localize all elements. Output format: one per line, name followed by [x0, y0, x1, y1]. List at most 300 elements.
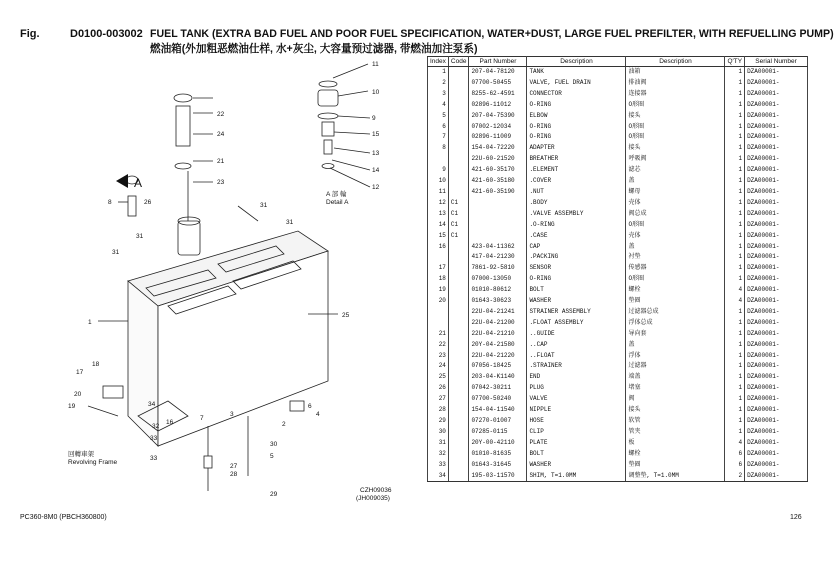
cell-part-number: [469, 209, 527, 220]
cell-index: 9: [428, 165, 449, 176]
cell-description: ADAPTER: [527, 143, 626, 154]
exploded-diagram: [58, 56, 428, 506]
cell-code: [448, 405, 469, 416]
cell-code: [448, 361, 469, 372]
callout: 2: [282, 421, 286, 428]
col-description: Description: [527, 57, 626, 67]
callout: 9: [372, 115, 376, 122]
cell-serial: DZA00001-: [745, 111, 808, 122]
cell-index: 28: [428, 405, 449, 416]
cell-serial: DZA00001-: [745, 187, 808, 198]
cell-index: 31: [428, 438, 449, 449]
table-row: [428, 372, 808, 383]
cell-serial: DZA00001-: [745, 340, 808, 351]
cell-qty: 1: [725, 89, 745, 100]
cell-index: 20: [428, 296, 449, 307]
callout: 31: [112, 249, 120, 256]
cell-index: 33: [428, 460, 449, 471]
table-row: [428, 176, 808, 187]
cell-index: 27: [428, 394, 449, 405]
cell-code: [448, 307, 469, 318]
cell-qty: 1: [725, 165, 745, 176]
cell-code: [448, 471, 469, 482]
col-serial: Serial Number: [745, 57, 808, 67]
cell-qty: 1: [725, 231, 745, 242]
cell-code: [448, 100, 469, 111]
cell-description-cn: 螺栓: [626, 285, 725, 296]
table-row: [428, 111, 808, 122]
table-row: [428, 187, 808, 198]
cell-serial: DZA00001-: [745, 252, 808, 263]
cell-code: [448, 122, 469, 133]
cell-description: ELBOW: [527, 111, 626, 122]
callout: 26: [144, 199, 152, 206]
cell-description-cn: 螺栓: [626, 449, 725, 460]
cell-description: ..FLOAT: [527, 351, 626, 362]
cell-qty: 1: [725, 143, 745, 154]
callout: 31: [286, 219, 294, 226]
cell-description: O-RING: [527, 132, 626, 143]
table-row: [428, 329, 808, 340]
callout: 14: [372, 167, 380, 174]
cell-index: 10: [428, 176, 449, 187]
cell-part-number: 421-60-35170: [469, 165, 527, 176]
cell-serial: DZA00001-: [745, 89, 808, 100]
cell-part-number: 01643-31645: [469, 460, 527, 471]
cell-index: 17: [428, 263, 449, 274]
cell-qty: 1: [725, 122, 745, 133]
cell-index: 12: [428, 198, 449, 209]
cell-description-cn: 滤芯: [626, 165, 725, 176]
callout: 15: [372, 131, 380, 138]
cell-description: .FLOAT ASSEMBLY: [527, 318, 626, 329]
cell-index: 23: [428, 351, 449, 362]
cell-qty: 1: [725, 176, 745, 187]
cell-description: O-RING: [527, 100, 626, 111]
cell-code: [448, 252, 469, 263]
cell-serial: DZA00001-: [745, 209, 808, 220]
col-index: Index: [428, 57, 449, 67]
cell-description: CLIP: [527, 427, 626, 438]
cell-qty: 1: [725, 383, 745, 394]
table-row: [428, 405, 808, 416]
callout: 11: [372, 61, 379, 68]
cell-description: WASHER: [527, 460, 626, 471]
cell-description-cn: 盖: [626, 340, 725, 351]
cell-part-number: 22U-04-21241: [469, 307, 527, 318]
cell-qty: 1: [725, 351, 745, 362]
cell-qty: 4: [725, 285, 745, 296]
cell-description-cn: 壳体: [626, 198, 725, 209]
callout: 33: [150, 455, 158, 462]
table-row: [428, 165, 808, 176]
cell-index: 7: [428, 132, 449, 143]
cell-part-number: 01643-30623: [469, 296, 527, 307]
table-row: [428, 394, 808, 405]
cell-qty: 1: [725, 394, 745, 405]
cell-qty: 1: [725, 209, 745, 220]
revolving-frame-cn: 回轉車架: [68, 451, 94, 458]
cell-description: ..GUIDE: [527, 329, 626, 340]
cell-serial: DZA00001-: [745, 372, 808, 383]
callout: 23: [217, 179, 225, 186]
cell-qty: 1: [725, 198, 745, 209]
callout: 27: [230, 463, 238, 470]
cell-code: [448, 274, 469, 285]
cell-description-cn: 垫圈: [626, 296, 725, 307]
table-row: [428, 122, 808, 133]
cell-qty: 2: [725, 471, 745, 482]
callout: 31: [136, 233, 144, 240]
cell-qty: 1: [725, 187, 745, 198]
cell-description-cn: 端盖: [626, 372, 725, 383]
cell-description: TANK: [527, 67, 626, 78]
cell-serial: DZA00001-: [745, 132, 808, 143]
cell-part-number: 20Y-00-42110: [469, 438, 527, 449]
cell-index: 16: [428, 242, 449, 253]
callout: 4: [316, 411, 320, 418]
cell-code: [448, 383, 469, 394]
cell-code: [448, 176, 469, 187]
cell-code: [448, 132, 469, 143]
table-row: [428, 383, 808, 394]
cell-code: [448, 427, 469, 438]
col-part-number: Part Number: [469, 57, 527, 67]
cell-code: [448, 78, 469, 89]
cell-qty: 6: [725, 460, 745, 471]
cell-description: END: [527, 372, 626, 383]
cell-part-number: 20Y-04-21580: [469, 340, 527, 351]
cell-description: .VALVE ASSEMBLY: [527, 209, 626, 220]
cell-code: [448, 460, 469, 471]
cell-qty: 4: [725, 438, 745, 449]
cell-description: NIPPLE: [527, 405, 626, 416]
cell-description: SENSOR: [527, 263, 626, 274]
cell-description-cn: O形圈: [626, 220, 725, 231]
table-row: [428, 100, 808, 111]
cell-serial: DZA00001-: [745, 416, 808, 427]
cell-description-cn: 过滤器: [626, 361, 725, 372]
cell-qty: 1: [725, 132, 745, 143]
cell-qty: 1: [725, 220, 745, 231]
cell-part-number: 07002-12034: [469, 122, 527, 133]
cell-serial: DZA00001-: [745, 427, 808, 438]
cell-description: .ELEMENT: [527, 165, 626, 176]
table-row: [428, 438, 808, 449]
page-number: 126: [790, 514, 802, 521]
callout: 34: [148, 401, 156, 408]
cell-part-number: 07285-0115: [469, 427, 527, 438]
cell-part-number: 417-04-21230: [469, 252, 527, 263]
cell-code: [448, 372, 469, 383]
callout: 21: [217, 158, 225, 165]
cell-description: HOSE: [527, 416, 626, 427]
cell-serial: DZA00001-: [745, 220, 808, 231]
cell-serial: DZA00001-: [745, 198, 808, 209]
cell-part-number: 7861-92-5810: [469, 263, 527, 274]
cell-part-number: 07000-13050: [469, 274, 527, 285]
cell-description-cn: 接头: [626, 111, 725, 122]
drawing-reference: (JH009035): [356, 495, 390, 502]
cell-qty: 1: [725, 100, 745, 111]
cell-part-number: [469, 220, 527, 231]
cell-qty: 1: [725, 416, 745, 427]
cell-part-number: 423-04-11362: [469, 242, 527, 253]
cell-code: [448, 187, 469, 198]
cell-description-cn: 垫圈: [626, 460, 725, 471]
cell-part-number: 22U-04-21200: [469, 318, 527, 329]
cell-serial: DZA00001-: [745, 438, 808, 449]
cell-description: BREATHER: [527, 154, 626, 165]
cell-description: O-RING: [527, 274, 626, 285]
cell-description: PLUG: [527, 383, 626, 394]
table-row: [428, 67, 808, 78]
cell-description: PLATE: [527, 438, 626, 449]
cell-code: [448, 340, 469, 351]
table-row: [428, 427, 808, 438]
cell-description-cn: 阀总成: [626, 209, 725, 220]
callout: 32: [152, 423, 160, 430]
cell-code: [448, 165, 469, 176]
cell-qty: 1: [725, 263, 745, 274]
cell-description-cn: 板: [626, 438, 725, 449]
table-row: [428, 351, 808, 362]
callout: 6: [308, 403, 312, 410]
cell-description-cn: O形圈: [626, 122, 725, 133]
table-row: [428, 78, 808, 89]
col-code: Code: [448, 57, 469, 67]
cell-description: WASHER: [527, 296, 626, 307]
cell-qty: 1: [725, 252, 745, 263]
table-row: [428, 460, 808, 471]
cell-description: .CASE: [527, 231, 626, 242]
cell-code: [448, 318, 469, 329]
cell-description-cn: 堵塞: [626, 383, 725, 394]
cell-description: CAP: [527, 242, 626, 253]
cell-description-cn: 接头: [626, 143, 725, 154]
cell-part-number: [469, 231, 527, 242]
cell-part-number: 207-04-78120: [469, 67, 527, 78]
cell-serial: DZA00001-: [745, 318, 808, 329]
cell-part-number: 07042-30211: [469, 383, 527, 394]
cell-qty: 1: [725, 372, 745, 383]
cell-index: 15: [428, 231, 449, 242]
cell-description-cn: 盖: [626, 242, 725, 253]
cell-index: 14: [428, 220, 449, 231]
callout: 29: [270, 491, 278, 498]
cell-description: ..CAP: [527, 340, 626, 351]
cell-description-cn: O形圈: [626, 274, 725, 285]
cell-description: BOLT: [527, 449, 626, 460]
cell-part-number: 421-60-35180: [469, 176, 527, 187]
cell-description-cn: 排油阀: [626, 78, 725, 89]
cell-description: .O-RING: [527, 220, 626, 231]
cell-code: [448, 296, 469, 307]
cell-index: 21: [428, 329, 449, 340]
cell-code: [448, 154, 469, 165]
table-row: [428, 154, 808, 165]
callout: 28: [230, 471, 238, 478]
cell-part-number: 07270-01007: [469, 416, 527, 427]
callout: 10: [372, 89, 380, 96]
cell-serial: DZA00001-: [745, 307, 808, 318]
callout: 31: [260, 202, 268, 209]
cell-description-cn: 接头: [626, 405, 725, 416]
drawing-number: CZH09036: [360, 487, 392, 494]
parts-table: [427, 56, 808, 482]
callout: 5: [270, 453, 274, 460]
cell-index: 30: [428, 427, 449, 438]
cell-description-cn: 过滤器总成: [626, 307, 725, 318]
cell-code: [448, 416, 469, 427]
cell-description-cn: O形圈: [626, 132, 725, 143]
callout: 18: [92, 361, 100, 368]
cell-code: C1: [448, 231, 469, 242]
cell-qty: 4: [725, 296, 745, 307]
cell-index: [428, 252, 449, 263]
cell-index: 3: [428, 89, 449, 100]
cell-index: 13: [428, 209, 449, 220]
cell-description: .PACKING: [527, 252, 626, 263]
table-row: [428, 318, 808, 329]
cell-qty: 1: [725, 111, 745, 122]
cell-part-number: 22U-04-21210: [469, 329, 527, 340]
cell-qty: 1: [725, 361, 745, 372]
cell-index: 34: [428, 471, 449, 482]
cell-description: .BODY: [527, 198, 626, 209]
diagram-label-a: A: [134, 176, 143, 190]
callout: 24: [217, 131, 225, 138]
cell-part-number: 07700-50240: [469, 394, 527, 405]
cell-code: [448, 449, 469, 460]
cell-code: C1: [448, 198, 469, 209]
table-row: [428, 307, 808, 318]
cell-part-number: 154-04-72220: [469, 143, 527, 154]
cell-code: [448, 89, 469, 100]
cell-qty: 1: [725, 340, 745, 351]
col-description-cn: Description: [626, 57, 725, 67]
cell-part-number: 07700-50455: [469, 78, 527, 89]
cell-part-number: 8255-62-4591: [469, 89, 527, 100]
table-row: [428, 231, 808, 242]
cell-code: C1: [448, 220, 469, 231]
cell-description-cn: 软管: [626, 416, 725, 427]
cell-code: [448, 263, 469, 274]
cell-index: 6: [428, 122, 449, 133]
page-subtitle-cn: 燃油箱(外加粗恶燃油仕样, 水+灰尘, 大容量预过滤器, 带燃油加注泵系): [150, 43, 478, 55]
cell-part-number: 01010-81635: [469, 449, 527, 460]
cell-index: 1: [428, 67, 449, 78]
fig-label: Fig.: [20, 28, 40, 40]
cell-qty: 1: [725, 405, 745, 416]
cell-description: .STRAINER: [527, 361, 626, 372]
cell-serial: DZA00001-: [745, 361, 808, 372]
cell-code: [448, 67, 469, 78]
table-row: [428, 252, 808, 263]
cell-qty: 1: [725, 307, 745, 318]
cell-serial: DZA00001-: [745, 405, 808, 416]
cell-part-number: 154-04-11540: [469, 405, 527, 416]
table-row: [428, 198, 808, 209]
cell-description-cn: 阀: [626, 394, 725, 405]
detail-a-label: Detail A: [326, 199, 349, 206]
table-row: [428, 220, 808, 231]
cell-description: O-RING: [527, 122, 626, 133]
callout: 25: [342, 312, 350, 319]
cell-serial: DZA00001-: [745, 383, 808, 394]
cell-code: [448, 394, 469, 405]
cell-description-cn: 壳体: [626, 231, 725, 242]
cell-part-number: 02896-11009: [469, 132, 527, 143]
cell-serial: DZA00001-: [745, 285, 808, 296]
table-row: [428, 263, 808, 274]
cell-index: 4: [428, 100, 449, 111]
figure-code: D0100-003002: [70, 28, 143, 40]
cell-description: .COVER: [527, 176, 626, 187]
callout: 16: [166, 419, 174, 426]
cell-serial: DZA00001-: [745, 296, 808, 307]
table-row: [428, 89, 808, 100]
table-row: [428, 285, 808, 296]
cell-index: 5: [428, 111, 449, 122]
cell-serial: DZA00001-: [745, 100, 808, 111]
detail-a-cn: A 部 輪: [326, 191, 347, 198]
cell-description: .NUT: [527, 187, 626, 198]
table-row: [428, 209, 808, 220]
cell-index: 24: [428, 361, 449, 372]
cell-serial: DZA00001-: [745, 122, 808, 133]
cell-serial: DZA00001-: [745, 471, 808, 482]
cell-index: [428, 307, 449, 318]
cell-serial: DZA00001-: [745, 143, 808, 154]
cell-serial: DZA00001-: [745, 165, 808, 176]
callout: 7: [200, 415, 204, 422]
cell-index: [428, 318, 449, 329]
cell-index: 22: [428, 340, 449, 351]
page-title: FUEL TANK (EXTRA BAD FUEL AND POOR FUEL SPECIFICATION, WATER+DUST, LARGE FUEL PREFILTER, WITH REFUELLING PUMP): [150, 28, 834, 40]
cell-part-number: [469, 198, 527, 209]
cell-serial: DZA00001-: [745, 231, 808, 242]
cell-code: [448, 438, 469, 449]
callout: 3: [230, 411, 234, 418]
cell-serial: DZA00001-: [745, 394, 808, 405]
cell-serial: DZA00001-: [745, 176, 808, 187]
cell-description-cn: 呼吸阀: [626, 154, 725, 165]
cell-code: [448, 351, 469, 362]
table-row: [428, 449, 808, 460]
model-number: PC360-8M0 (PBCH360800): [20, 514, 107, 521]
cell-qty: 6: [725, 449, 745, 460]
table-row: [428, 471, 808, 482]
cell-qty: 1: [725, 318, 745, 329]
cell-part-number: 421-60-35190: [469, 187, 527, 198]
cell-code: [448, 111, 469, 122]
col-qty: Q'TY: [725, 57, 745, 67]
table-row: [428, 143, 808, 154]
cell-part-number: 207-04-75390: [469, 111, 527, 122]
cell-part-number: 203-04-K1140: [469, 372, 527, 383]
cell-part-number: 22U-60-21520: [469, 154, 527, 165]
cell-qty: 1: [725, 427, 745, 438]
table-row: [428, 242, 808, 253]
cell-qty: 1: [725, 78, 745, 89]
table-row: [428, 416, 808, 427]
table-row: [428, 361, 808, 372]
callout: 19: [68, 403, 76, 410]
cell-serial: DZA00001-: [745, 329, 808, 340]
callout: 22: [217, 111, 225, 118]
callout: 1: [88, 319, 92, 326]
